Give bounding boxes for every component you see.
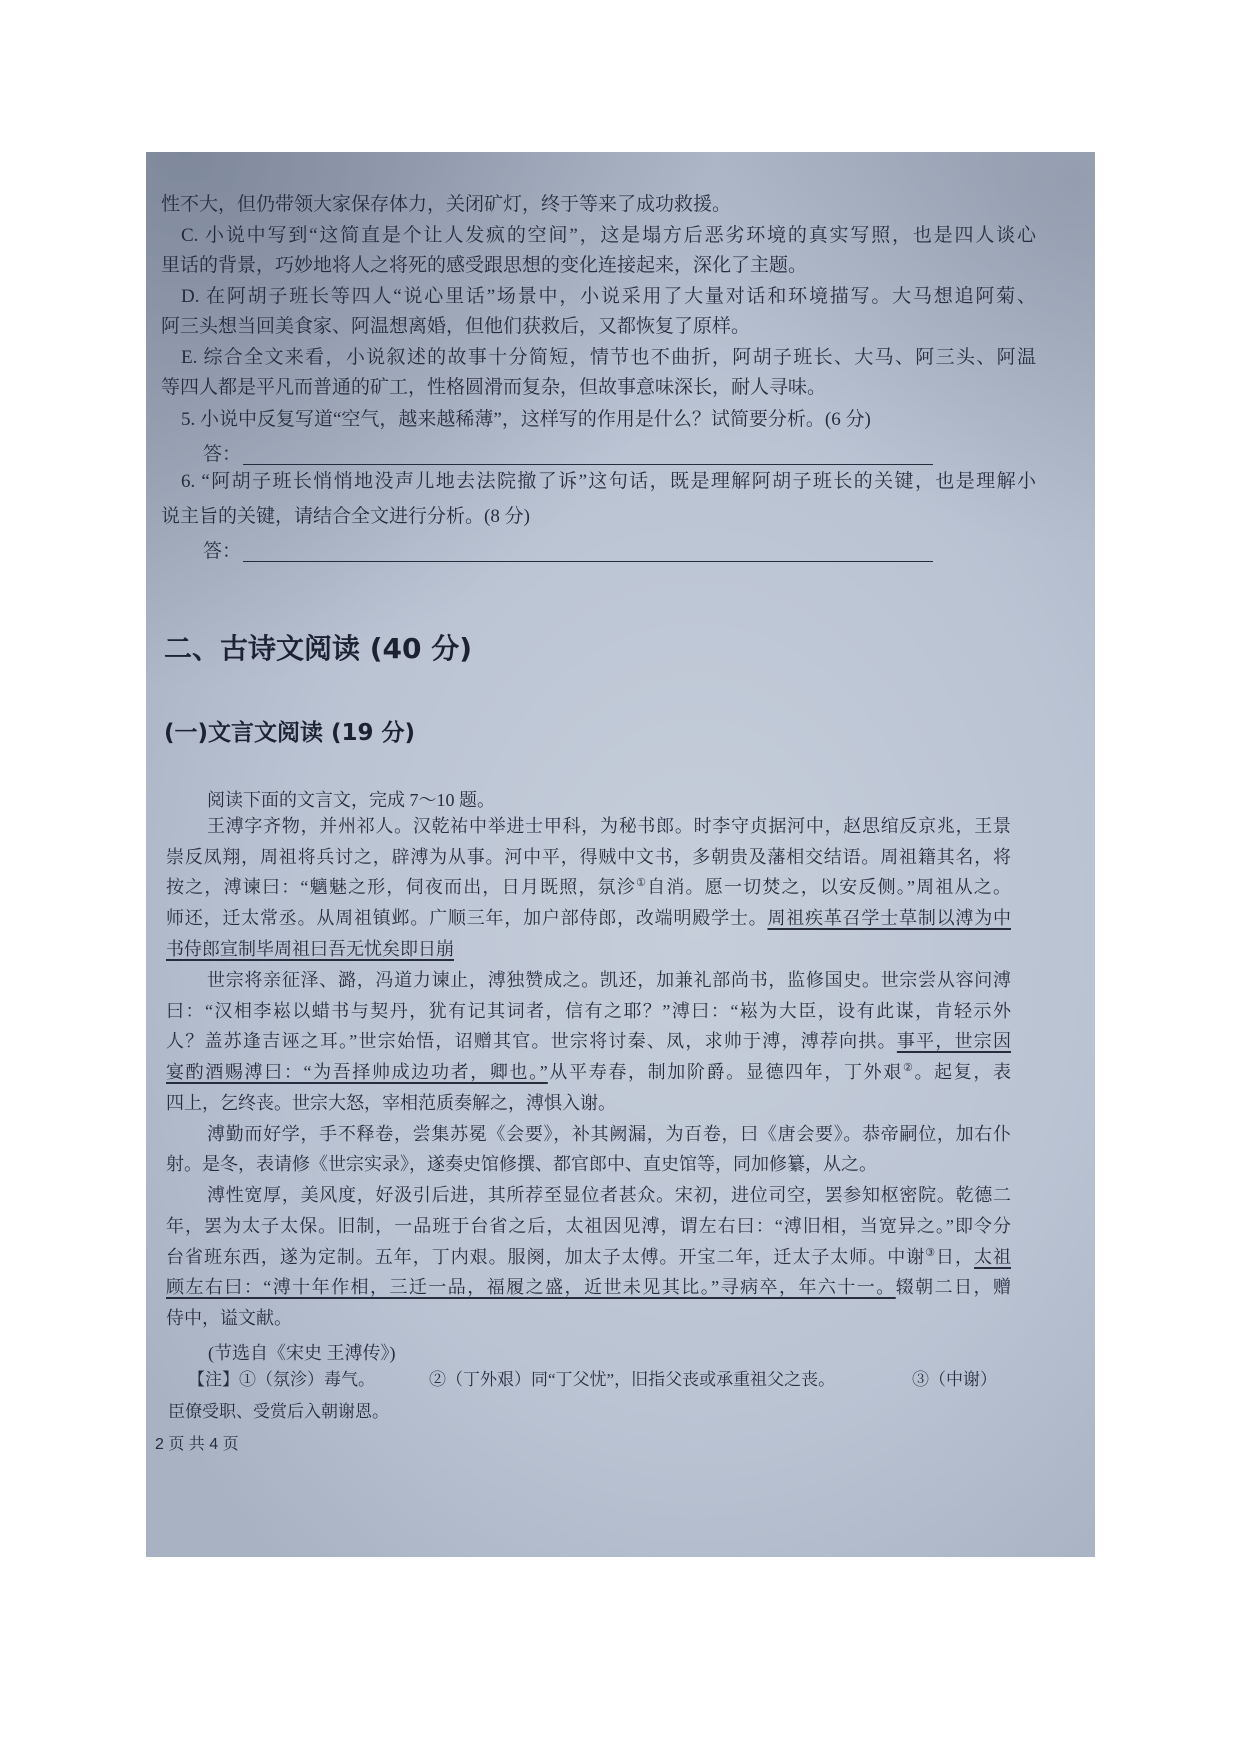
answer-label: 答： (203, 541, 242, 562)
passage-line (166, 1026, 1011, 1056)
passage-line (166, 1303, 1011, 1333)
passage-line (166, 934, 1011, 964)
passage-line (166, 842, 1011, 872)
passage-text: 年，罢为太子太保。旧制，一品班于台省之后，太祖因见溥，谓左右曰：“溥旧相，当宽异之。”即令分 (166, 1216, 1011, 1236)
note-2: ②（丁外艰）同“丁父忧”，旧指父丧或承重祖父之丧。 (429, 1370, 836, 1389)
section-2-heading: 二、古诗文阅读 (40 分) (164, 632, 473, 665)
footnote-marker: ② (902, 1062, 915, 1074)
option-c-line-1: C. 小说中写到“这简直是个让人发疯的空间”，这是塌方后恶劣环境的真实写照，也是四人谈心 (181, 225, 1036, 246)
passage-text: 日， (936, 1247, 975, 1267)
passage-line (166, 872, 1011, 902)
passage-line (166, 996, 1011, 1026)
passage-line (166, 1088, 1011, 1118)
passage-line (166, 1272, 1011, 1302)
passage-source: (节选自《宋史 王溥传》) (208, 1343, 396, 1363)
answer-blank-line (243, 446, 933, 465)
passage-text: 师还，迁太常丞。从周祖镇邺。广顺三年，加户部侍郎，改端明殿学士。 (166, 908, 768, 928)
passage-text: 侍中，谥文献。 (166, 1308, 292, 1328)
passage-text: 崇反凤翔，周祖将兵讨之，辟溥为从事。河中平，得贼中文书，多朝贵及藩相交结语。周祖籍其名，将 (166, 847, 1011, 867)
passage-line (207, 811, 1011, 841)
passage-line (207, 1119, 1011, 1149)
footnote-marker: ③ (925, 1247, 937, 1259)
passage-text: 射。是冬，表请修《世宗实录》，遂奏史馆修撰、都官郎中、直史馆等，同加修纂，从之。 (166, 1154, 877, 1174)
footnote-marker: ① (636, 877, 648, 889)
answer-blank-line (243, 543, 933, 562)
passage-text: 台省班东西，遂为定制。五年，丁内艰。服阕，加太子太傅。开宝二年，迁太子太师。中谢 (166, 1247, 926, 1267)
notes-label: 【注】 (188, 1370, 239, 1389)
option-e-line-1: E. 综合全文来看，小说叙述的故事十分简短，情节也不曲折，阿胡子班长、大马、阿三头、阿温 (181, 347, 1036, 368)
option-d-line-2: 阿三头想当回美食家、阿温想离婚，但他们获救后，又都恢复了原样。 (161, 316, 751, 337)
passage-text: 四上，乞终丧。世宗大怒，宰相范质奏解之，溥惧入谢。 (166, 1093, 616, 1113)
question-5-answer (203, 440, 963, 470)
underlined-passage-text: 宴酌酒赐溥曰：“为吾择帅成边功者，卿也。” (166, 1062, 548, 1082)
question-5-text: 5. 小说中反复写道“空气，越来越稀薄”，这样写的作用是什么？试简要分析。(6 分) (181, 409, 871, 430)
underlined-passage-text: 事平，世宗因 (896, 1031, 1011, 1051)
passage-line (166, 1149, 1011, 1179)
option-e-line-2: 等四人都是平凡而普通的矿工，性格圆滑而复杂，但故事意味深长，耐人寻味。 (161, 377, 827, 398)
passage-line (166, 903, 1011, 933)
passage-text: 王溥字齐物，并州祁人。汉乾祐中举进士甲科，为秘书郎。时李守贞据河中，赵思绾反京兆，王景 (207, 816, 1011, 836)
passage-line (207, 965, 1011, 995)
note-3: ③（中谢） (912, 1370, 997, 1389)
passage-text: 世宗将亲征泽、潞，冯道力谏止，溥独赞成之。凯还，加兼礼部尚书，监修国史。世宗尝从容问溥 (207, 970, 1011, 990)
page-number: 2 页 共 4 页 (155, 1436, 239, 1453)
part-1-heading: (一)文言文阅读 (19 分) (164, 720, 416, 746)
passage-text: 溥性宽厚，美风度，好汲引后进，其所荐至显位者甚众。宋初，进位司空，罢参知枢密院。乾德二 (207, 1185, 1011, 1205)
note-1 (188, 1365, 423, 1395)
passage-text: 溥勤而好学，手不释卷，尝集苏冕《会要》，补其阙漏，为百卷，曰《唐会要》。恭帝嗣位，加右仆 (207, 1124, 1011, 1144)
passage-line (207, 1180, 1011, 1210)
question-6-line-2: 说主旨的关键，请结合全文进行分析。(8 分) (161, 506, 530, 527)
passage-text: 按之，溥谏曰：“魑魅之形，伺夜而出，日月既照，氛沴 (166, 877, 637, 897)
passage-text: 辍朝二日，赠 (895, 1277, 1011, 1297)
note-3-continuation: 臣僚受职、受赏后入朝谢恩。 (168, 1402, 389, 1421)
passage-text: 曰：“汉相李崧以蜡书与契丹，犹有记其词者，信有之耶？”溥曰：“崧为大臣，设有此谋，肯轻示外 (166, 1001, 1011, 1021)
passage-text: 自消。愿一切焚之，以安反侧。”周祖从之。 (647, 877, 1011, 897)
passage-line (166, 1242, 1011, 1272)
exam-paper-photo (146, 152, 1095, 1557)
option-b-continuation: 性不大，但仍带领大家保存体力，关闭矿灯，终于等来了成功救援。 (161, 194, 732, 215)
underlined-passage-text: 书侍郎宣制毕周祖曰吾无忧矣即日崩 (166, 939, 454, 959)
underlined-passage-text: 太祖 (974, 1247, 1011, 1267)
option-d-line-1: D. 在阿胡子班长等四人“说心里话”场景中，小说采用了大量对话和环境描写。大马想追阿菊、 (181, 286, 1036, 307)
reading-instruction: 阅读下面的文言文，完成 7～10 题。 (207, 790, 495, 810)
underlined-passage-text: 周祖疾革召学士草制以溥为中 (767, 908, 1011, 928)
question-6-line-1: 6. “阿胡子班长悄悄地没声儿地去法院撤了诉”这句话，既是理解阿胡子班长的关键，也是理解小 (181, 471, 1036, 492)
passage-text: 人？盖苏逢吉诬之耳。”世宗始悟，诏赠其官。世宗将讨秦、凤，求帅于溥，溥荐向拱。 (166, 1031, 897, 1051)
underlined-passage-text: 顾左右曰：“溥十年作相，三迁一品，福履之盛，近世未见其比。”寻病卒，年六十一。 (166, 1277, 896, 1297)
note-item: ①（氛沴）毒气。 (239, 1370, 375, 1389)
option-c-line-2: 里话的背景，巧妙地将人之将死的感受跟思想的变化连接起来，深化了主题。 (161, 255, 808, 276)
passage-text: 。起复，表 (914, 1062, 1011, 1082)
passage-line (166, 1211, 1011, 1241)
question-6-answer (203, 537, 963, 567)
passage-text: 从平寿春，制加阶爵。显德四年，丁外艰 (547, 1062, 903, 1082)
answer-label: 答： (203, 444, 242, 465)
passage-line (166, 1057, 1011, 1087)
